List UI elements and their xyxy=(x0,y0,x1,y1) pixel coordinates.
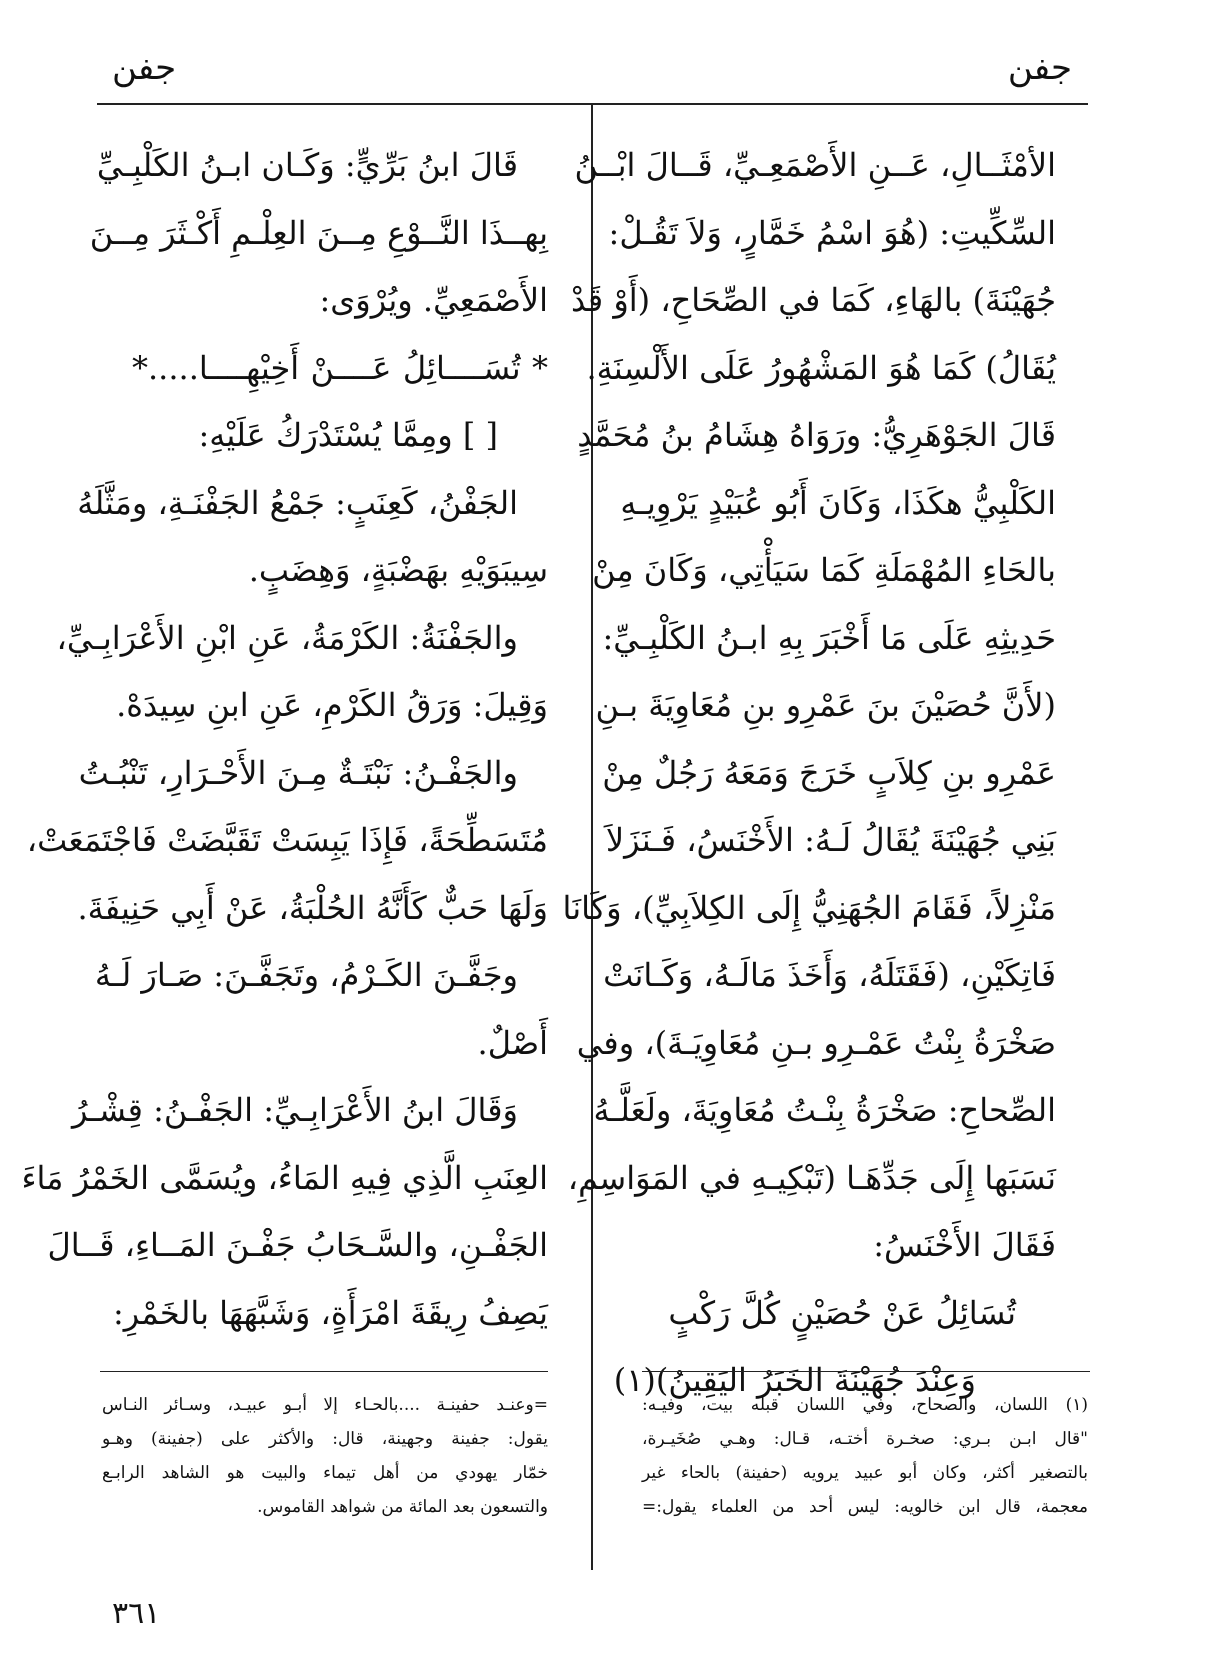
header-root-word-right: جفن xyxy=(1007,48,1072,88)
right-column-line: بالحَاءِ المُهْمَلَةِ كَمَا سَيَأْتِي، وَكَانَ مِنْ xyxy=(592,551,1056,589)
right-column-line: فَاتِكَيْنِ، (فَقَتَلَهُ، وَأَخَذَ مَالَـهُ، وَكَـانَتْ xyxy=(603,956,1056,994)
footnote-rule-left xyxy=(100,1371,548,1372)
left-column-line: يَصِفُ رِيقَةَ امْرَأَةٍ، وَشَبَّهَهَا بالخَمْرِ: xyxy=(112,1293,548,1332)
left-column-line: وجَفَّـنَ الكَـرْمُ، وتَجَفَّـنَ: صَـارَ لَـهُ xyxy=(94,956,518,994)
footnote-line: خمّار يهودي من أهل تيماء والبيت هو الشاهد الرابـع xyxy=(102,1463,548,1483)
header-root-word-left: جفن xyxy=(112,48,177,88)
verse-fragment: * تُسَــــائِلُ عَــــنْ أَخِيْهِــــا.....* xyxy=(132,348,548,387)
footnote-line: (١) اللسان، والصحاح، وفي اللسان قبله بيت، وفيـه: xyxy=(642,1395,1088,1415)
footnote-right xyxy=(642,1388,1088,1524)
left-column-line: سِيبَوَيْهِ بهَضْبَةٍ، وَهِضَبٍ. xyxy=(248,551,548,589)
right-column-line: الأمْثَــالِ، عَــنِ الأَصْمَعِـيِّ، قَــالَ ابْــنُ xyxy=(574,146,1056,184)
left-column-line: والجَفْـنُ: نَبْتَـةٌ مِـنَ الأَحْـرَارِ، تَنْبُـتُ xyxy=(78,753,518,792)
right-column-line: حَدِيثِهِ عَلَى مَا أَخْبَرَ بِهِ ابـنُ الكَلْبِـيِّ: xyxy=(602,618,1056,657)
right-column-line: جُهَيْنَةَ) بالهَاءِ، كَمَا في الصِّحَاحِ، (أَوْ قَدْ xyxy=(571,281,1056,319)
footnote-line: بالتصغير أكثر، وكان أبو عبيد يرويه (حفينة) بالحاء غير xyxy=(642,1463,1088,1483)
footnote-line: والتسعون بعد المائة من شواهد القاموس. xyxy=(257,1497,548,1517)
right-column-line: يُقَالُ) كَمَا هُوَ المَشْهُورُ عَلَى الأَلْسِنَةِ. xyxy=(586,348,1056,387)
left-column-line: الجَفْـنِ، والسَّـحَابُ جَفْـنَ المَــاءِ، قَــالَ xyxy=(47,1226,548,1264)
left-column-line: العِنَبِ الَّذِي فِيهِ المَاءُ، ويُسَمَّى الخَمْرُ مَاءَ xyxy=(21,1158,548,1197)
left-column-line: وَلَهَا حَبٌّ كَأَنَّهُ الحُلْبَةُ، عَنْ أَبِي حَنِيفَةَ. xyxy=(77,888,548,927)
left-column-line: مُتَسَطِّحَةً، فَإِذَا يَبِسَتْ تَقَبَّضَتْ فَاجْتَمَعَتْ، xyxy=(26,821,548,859)
right-column-line: (لأَنَّ حُصَيْنَ بنَ عَمْرِو بنِ مُعَاوِيَةَ بـنِ xyxy=(595,686,1056,724)
footnote-line: =وعنـد حفينـة ....بالحـاء إلا أبـو عبيـد، وسـائر النـاس xyxy=(102,1395,548,1415)
page-number: ٣٦١ xyxy=(112,1596,161,1631)
footnote-line: معجمة، قال ابن خالويه: ليس أحد من العلماء يقول:= xyxy=(642,1497,1088,1517)
left-column-line: وَقَالَ ابنُ الأَعْرَابِـيِّ: الجَفْـنُ: قِشْـرُ xyxy=(72,1091,518,1129)
left-column-line: الأَصْمَعِيِّ. ويُرْوَى: xyxy=(319,281,548,319)
right-column-line: الكَلْبِيُّ هكَذَا، وَكَانَ أَبُو عُبَيْدٍ يَرْوِيـهِ xyxy=(620,483,1056,522)
right-column-line: عَمْرِو بنِ كِلاَبٍ خَرَجَ وَمَعَهُ رَجُلٌ مِنْ xyxy=(602,753,1056,792)
footnote-line: يقول: جفينة وجهينة، قال: والأكثر على (جفينة) وهـو xyxy=(102,1429,548,1449)
footnote-left xyxy=(102,1388,548,1524)
verse-line-2: وَعِنْدَ جُهَيْنَةَ الخَبَرُ اليَقِينُ)(١) xyxy=(613,1361,976,1399)
right-column-line: مَنْزِلاً، فَقَامَ الجُهَنِيُّ إِلَى الكِلاَبِيِّ)، وَكَانَا xyxy=(562,888,1056,927)
right-column-line: الصِّحاحِ: صَخْرَةُ بِنْـتُ مُعَاوِيَةَ، ولَعَلَّـهُ xyxy=(593,1091,1056,1129)
right-column-line: فَقَالَ الأَخْنَسُ: xyxy=(873,1226,1056,1264)
left-column-line: بِهــذَا النَّــوْعِ مِــنَ العِلْـمِ أَكْـثَرَ مِــنَ xyxy=(89,213,548,252)
right-column-line: نَسَبَها إِلَى جَدِّهَـا (تَبْكِيـهِ في المَوَاسِمِ، xyxy=(567,1158,1056,1197)
right-column xyxy=(562,132,1056,1415)
verse-line-1: تُسَائِلُ عَنْ حُصَيْنٍ كُلَّ رَكْبٍ xyxy=(668,1293,1016,1332)
section-heading: [ ] ومِمَّا يُسْتَدْرَكُ عَلَيْهِ: xyxy=(198,416,498,454)
left-column-line: وَقِيلَ: وَرَقُ الكَرْمِ، عَنِ ابنِ سِيدَهْ. xyxy=(116,686,548,724)
footnote-line: "قال ابـن بـري: صخـرة أختـه، قـال: وهـي صُخَيـرة، xyxy=(642,1429,1088,1449)
left-column-line: أَصْلٌ. xyxy=(477,1023,548,1062)
left-column-line: الجَفْنُ، كَعِنَبٍ: جَمْعُ الجَفْنَـةِ، ومَثَّلَهُ xyxy=(77,483,518,522)
right-column-line: السِّكِّيتِ: (هُوَ اسْمُ خَمَّارٍ، وَلاَ تَقُـلْ: xyxy=(608,213,1056,252)
right-column-line: صَخْرَةُ بِنْتُ عَمْـرِو بـنِ مُعَاوِيَـةَ)، وفي xyxy=(576,1023,1056,1062)
footnote-rule-right xyxy=(642,1371,1090,1372)
right-column-line: بَنِي جُهَيْنَةَ يُقَالُ لَـهُ: الأَخْنَسُ، فَـنَزَلاَ xyxy=(605,821,1056,859)
left-column xyxy=(21,132,548,1347)
left-column-line: والجَفْنَةُ: الكَرْمَةُ، عَنِ ابْنِ الأَعْرَابِـيِّ، xyxy=(56,618,518,657)
left-column-line: قَالَ ابنُ بَرِّيٍّ: وَكَـان ابـنُ الكَلْبِـيِّ xyxy=(96,146,518,184)
right-column-line: قَالَ الجَوْهَرِيُّ: ورَوَاهُ هِشَامُ بنُ مُحَمَّدٍ xyxy=(577,416,1056,454)
